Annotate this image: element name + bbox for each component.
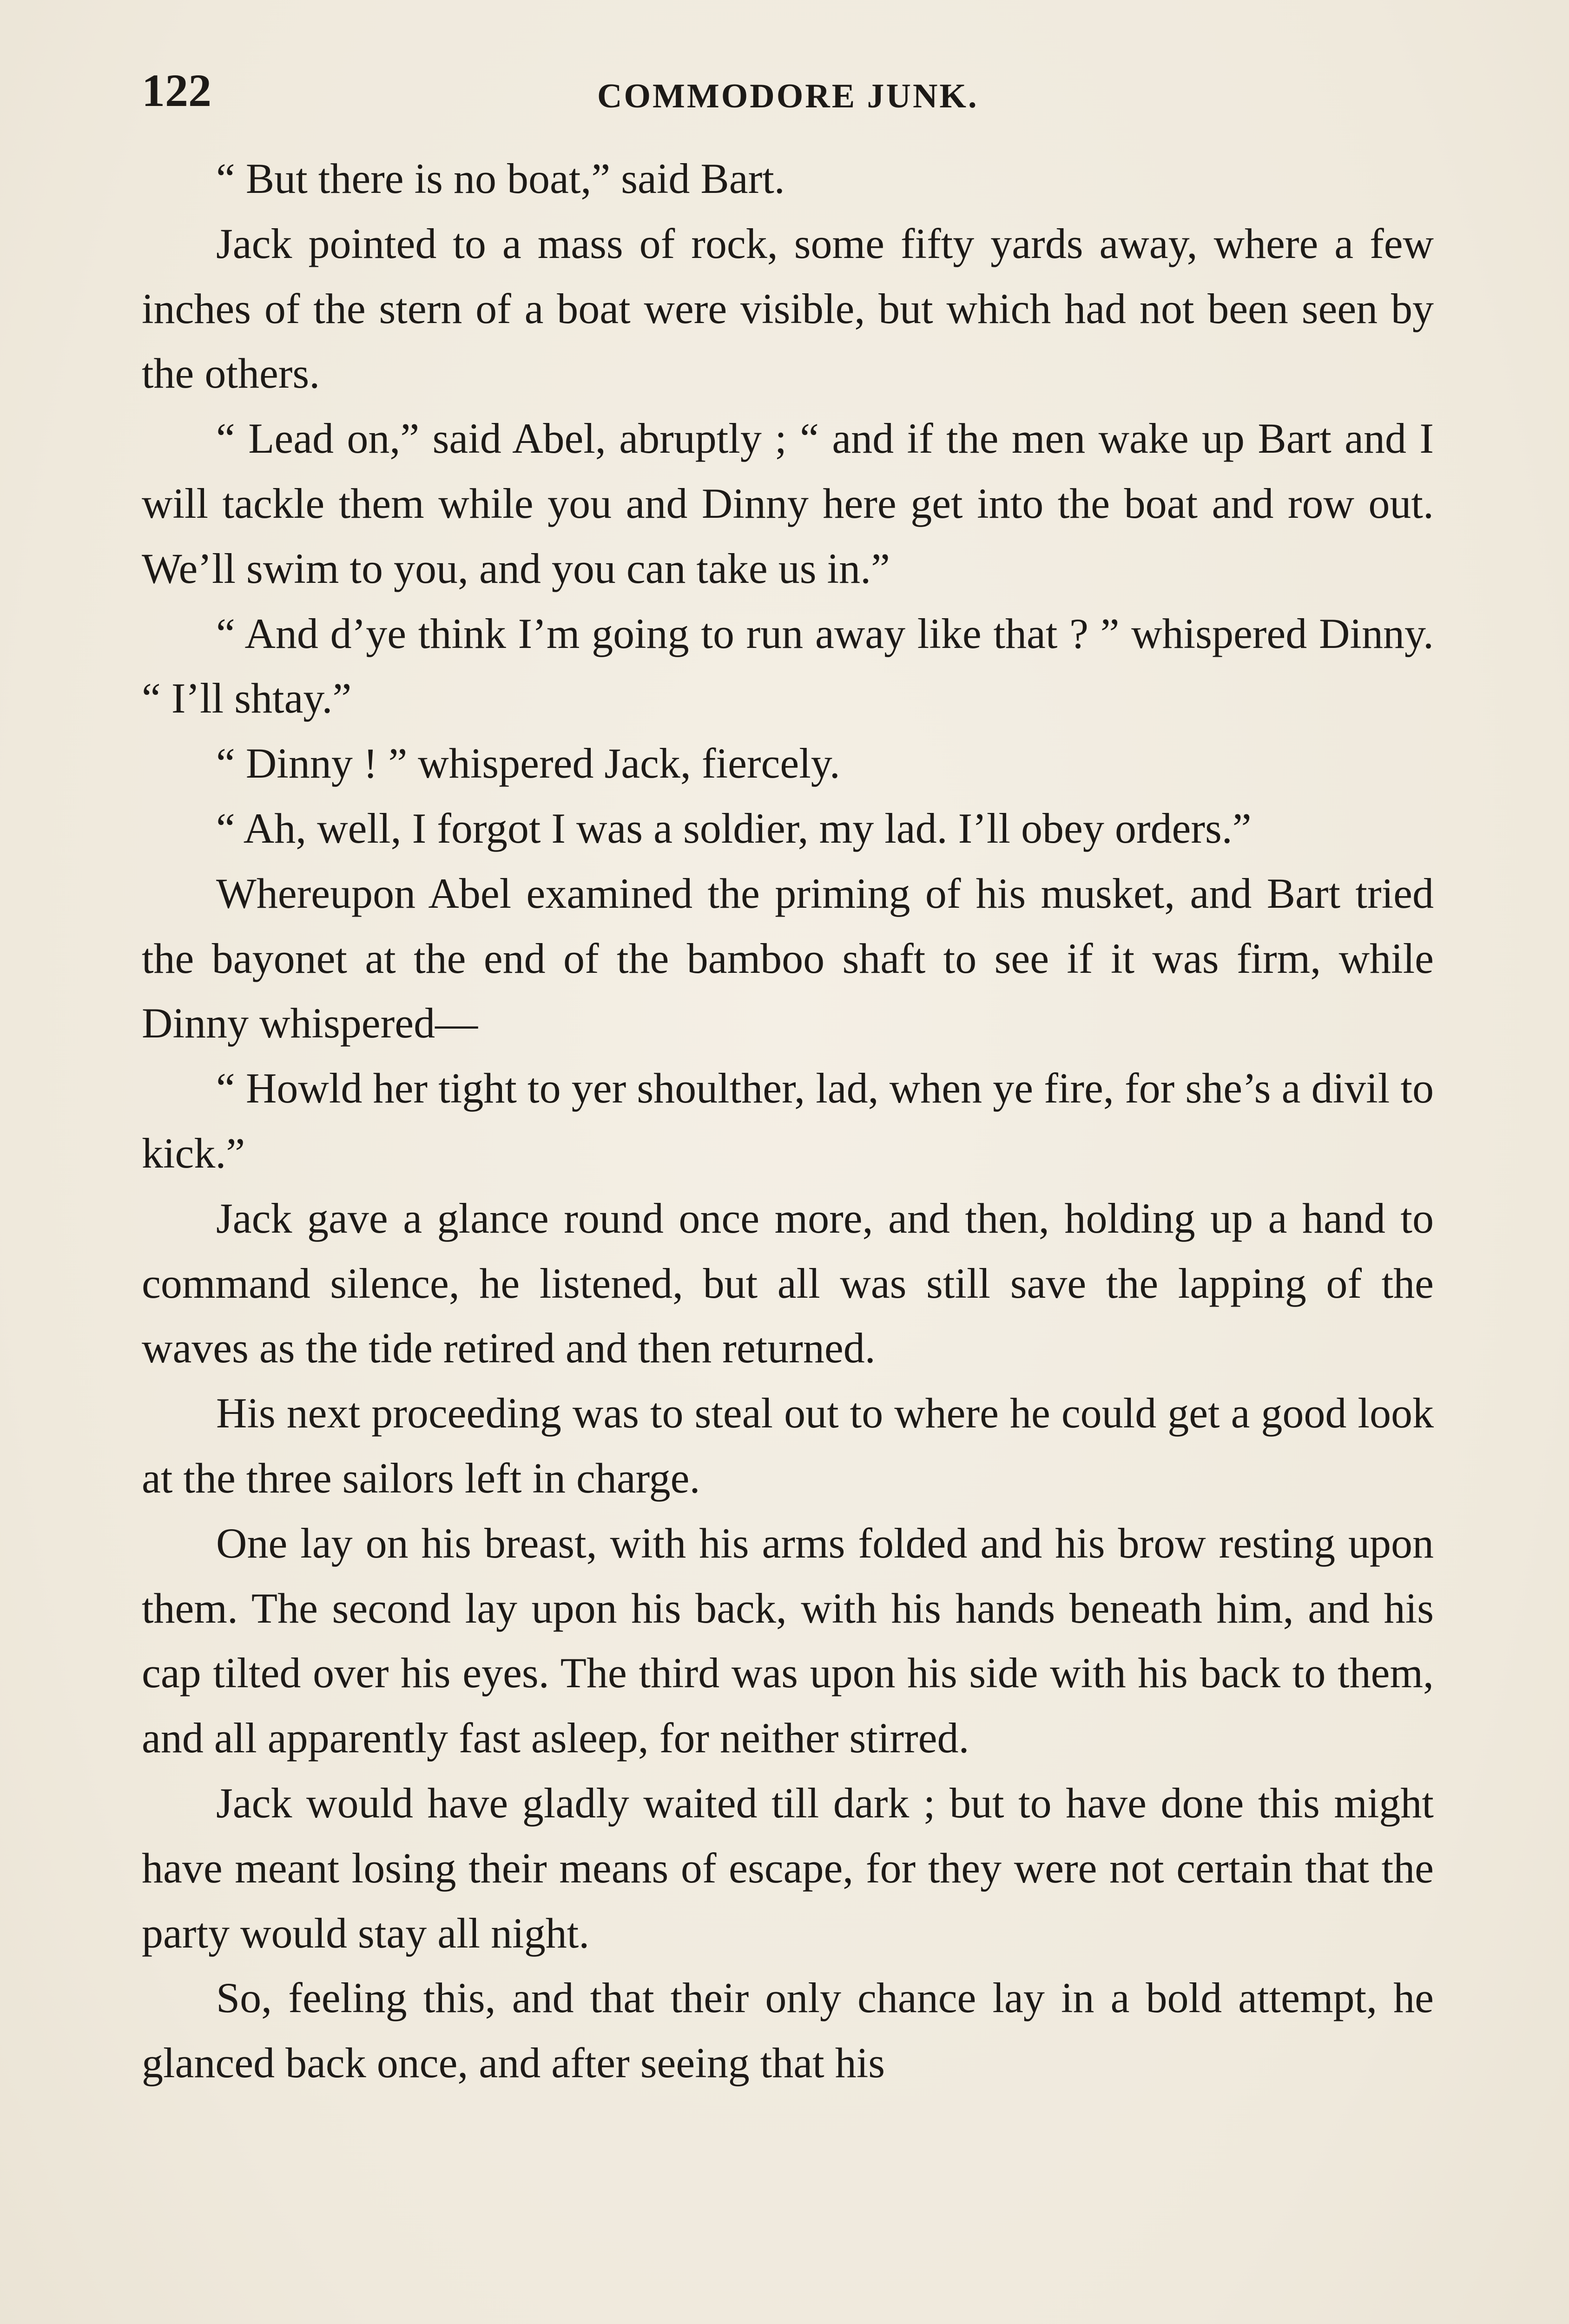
paragraph: “ And d’ye think I’m going to run away like that ? ” whispered Dinny. “ I’ll shtay.” [142,609,1434,722]
page-number: 122 [142,65,211,116]
paragraph: One lay on his breast, with his arms folded and his brow resting upon them. The second lay upon his back, with his hands beneath him, and his cap tilted over his eyes. The third was upon his side with his back to them, and all apparently fast asleep, for neither stirred. [142,1519,1434,1762]
paragraph: So, feeling this, and that their only chance lay in a bold attempt, he glanced back once, and after seeing that his [142,1974,1434,2087]
paragraph: Jack pointed to a mass of rock, some fifty yards away, where a few inches of the stern of a boat were visible, but which had not been seen by the others. [142,219,1434,397]
paragraph: “ Howld her tight to yer shoulther, lad, when ye fire, for she’s a divil to kick.” [142,1064,1434,1177]
running-title: COMMODORE JUNK. [597,77,979,115]
paragraph: “ Lead on,” said Abel, abruptly ; “ and if the men wake up Bart and I will tackle them while you and Dinny here get into the boat and row out. We’ll swim to you, and you can take us in.” [142,415,1434,592]
paragraph: “ Dinny ! ” whispered Jack, fiercely. [216,739,840,787]
page-header [142,60,1434,121]
paragraph: Whereupon Abel examined the priming of his musket, and Bart tried the bayonet at the end of the bamboo shaft to see if it was firm, while Dinny whispered— [142,869,1434,1047]
paragraph: Jack gave a glance round once more, and then, holding up a hand to command silence, he listened, but all was still save the lapping of the waves as the tide retired and then returned. [142,1194,1434,1372]
body-text [142,146,1434,2096]
paragraph: “ Ah, well, I forgot I was a soldier, my lad. I’ll obey orders.” [216,804,1252,852]
paragraph: “ But there is no boat,” said Bart. [216,155,785,202]
paragraph: His next proceeding was to steal out to where he could get a good look at the three sailors left in charge. [142,1389,1434,1502]
paragraph: Jack would have gladly waited till dark ; but to have done this might have meant losing their means of escape, for they were not certain that the party would stay all night. [142,1779,1434,1957]
